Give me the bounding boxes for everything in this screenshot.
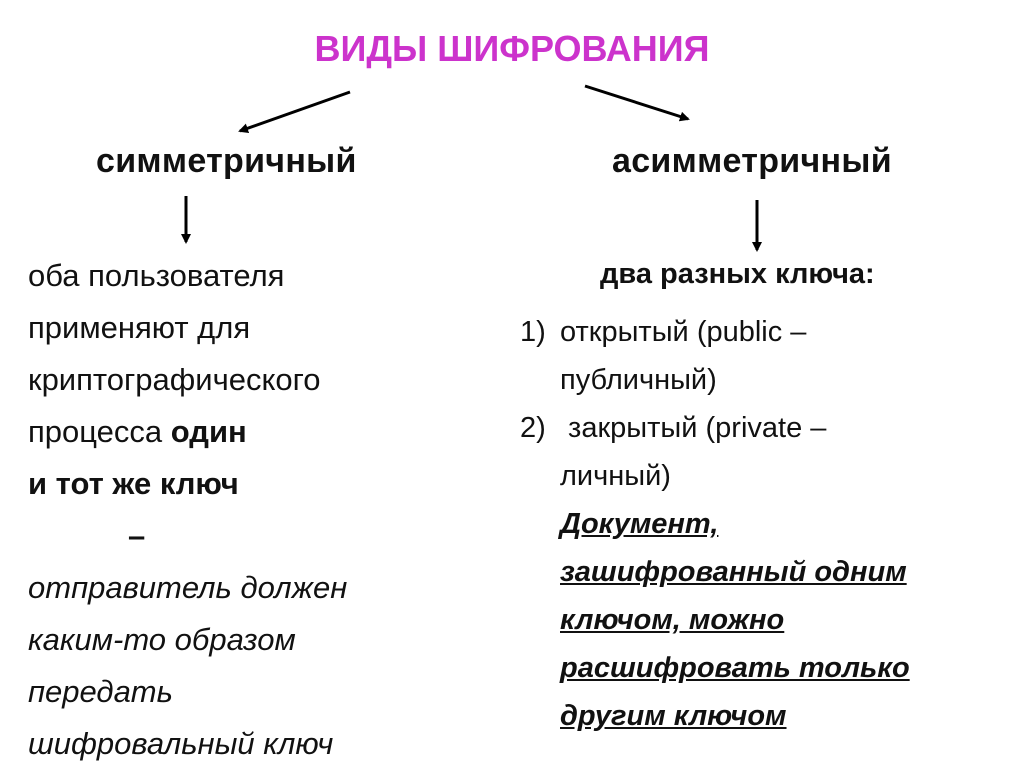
- doc-note-line: расшифровать только: [560, 652, 910, 684]
- sym-line-bold-part: один: [170, 414, 247, 449]
- list-text: закрытый (private –: [560, 412, 827, 444]
- doc-note-line: ключом, можно: [560, 604, 785, 636]
- arrow-to-symmetric: [240, 92, 350, 131]
- keys-heading: два разных ключа:: [600, 258, 875, 290]
- list-number: 2): [520, 412, 546, 444]
- doc-note-line: другим ключом: [560, 700, 787, 732]
- sym-dash: –: [128, 518, 146, 553]
- list-text: открытый (public –: [560, 316, 807, 348]
- sym-line-italic: шифровальный ключ: [28, 726, 334, 761]
- sym-line: криптографического: [28, 362, 321, 397]
- list-number: 1): [520, 316, 546, 348]
- list-item-private: [520, 404, 910, 452]
- sym-line: оба пользователя: [28, 258, 285, 293]
- symmetric-description: [28, 250, 347, 770]
- sym-line: [28, 406, 347, 458]
- sym-line-part: процесса: [28, 414, 171, 449]
- asymmetric-heading: асимметричный: [612, 142, 892, 180]
- doc-note-line: Документ,: [560, 508, 719, 540]
- symmetric-heading: симметричный: [96, 142, 357, 180]
- page-title: ВИДЫ ШИФРОВАНИЯ: [314, 28, 710, 69]
- sym-line-italic: передать: [28, 674, 173, 709]
- sym-line-italic: каким-то образом: [28, 622, 296, 657]
- list-item-continuation: публичный): [560, 364, 717, 396]
- asymmetric-keys-list: [520, 308, 910, 740]
- doc-note-line: зашифрованный одним: [560, 556, 907, 588]
- list-item-continuation: личный): [560, 460, 671, 492]
- list-item-public: [520, 308, 910, 356]
- sym-line: применяют для: [28, 310, 251, 345]
- arrow-to-asymmetric: [585, 86, 688, 119]
- sym-line-italic: отправитель должен: [28, 570, 348, 605]
- sym-line-bold: и тот же ключ: [28, 466, 239, 501]
